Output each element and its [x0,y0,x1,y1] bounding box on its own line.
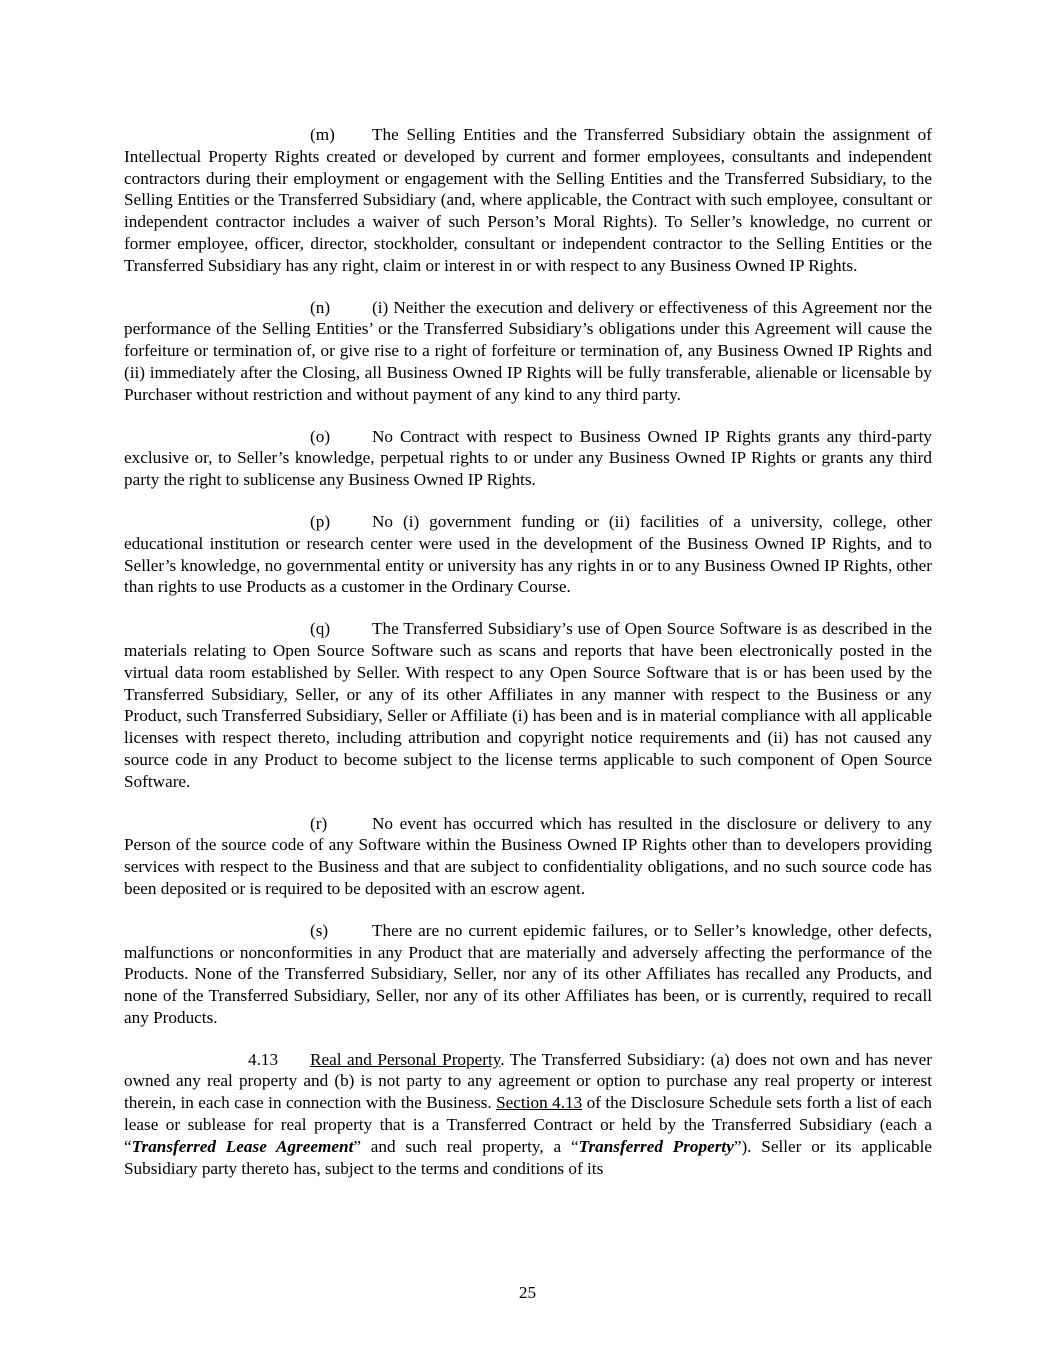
defined-term-transferred-lease-agreement: Transferred Lease Agreement [131,1136,354,1156]
paragraph-text: The Transferred Subsidiary’s use of Open Source Software is as described in the materials relating to Open Source Software such as scans and reports that have been electronically posted in the virtual data room established by Seller. With respect to any Open Source Software that is or has been used by the Transferred Subsidiary, Seller, or any of its other Affiliates in any manner with respect to the Business or any Product, such Transferred Subsidiary, Seller or Affiliate (i) has been and is in material compliance with all applicable licenses with respect thereto, including attribution and copyright notice requirements and (ii) has not caused any source code in any Product to become subject to the license terms applicable to such component of Open Source Software. [124,619,932,791]
paragraph-r [124,813,932,900]
section-heading: Real and Personal Property [310,1049,501,1069]
paragraph-text: The Selling Entities and the Transferred Subsidiary obtain the assignment of Intellectual Property Rights created or developed by current and former employees, consultants and independent contractors during their employment or engagement with the Selling Entities and the Transferred Subsidiary, to the Selling Entities or the Transferred Subsidiary (and, where applicable, the Contract with such employee, consultant or independent contractor includes a waiver of such Person’s Moral Rights). To Seller’s knowledge, no current or former employee, officer, director, stockholder, consultant or independent contractor to the Selling Entities or the Transferred Subsidiary has any right, claim or interest in or with respect to any Business Owned IP Rights. [124,125,932,275]
section-text: of the Disclosure Schedule sets forth a list of each lease or sublease for real property that is a Transferred Contract or held by the Transferred Subsidiary (each a “ [124,1093,932,1156]
paragraph-text: There are no current epidemic failures, or to Seller’s knowledge, other defects, malfunctions or nonconformities in any Product that are materially and adversely affecting the performance of the Products. None of the Transferred Subsidiary, Seller, nor any of its other Affiliates has recalled any Products, and none of the Transferred Subsidiary, Seller, nor any of its other Affiliates has been, or is currently, required to recall any Products. [124,920,932,1027]
defined-term-transferred-property: Transferred Property [578,1136,734,1156]
paragraph-p [124,511,932,598]
paragraph-o [124,426,932,491]
paragraph-text: No (i) government funding or (ii) facilities of a university, college, other educational institution or research center were used in the development of the Business Owned IP Rights, and to Seller’s knowledge, no governmental entity or university has any rights in or to any Business Owned IP Rights, other than rights to use Products as a customer in the Ordinary Course. [124,511,932,597]
paragraph-label: (s) [310,920,329,940]
paragraph-label: (m) [310,125,335,144]
paragraph-label: (n) [310,297,331,317]
section-text: . The Transferred Subsidiary: (a) does not own and has never owned any real property and (b) is not party to any agreement or option to purchase any real property or interest therein, in each case in connection with the Business. [124,1049,933,1113]
paragraph-label: (o) [310,426,331,446]
section-number: 4.13 [248,1049,279,1069]
section-4-13 [124,1049,932,1180]
section-text: ” and such real property, a “ [353,1136,579,1156]
paragraph-label: (q) [310,619,331,639]
paragraph-text: (i) Neither the execution and delivery or effectiveness of this Agreement nor the performance of the Selling Entities’ or the Transferred Subsidiary’s obligations under this Agreement will cause the forfeiture or termination of, or give rise to a right of forfeiture or termination of, any Business Owned IP Rights and (ii) immediately after the Closing, all Business Owned IP Rights will be fully transferable, alienable or licensable by Purchaser without restriction and without payment of any kind to any third party. [124,297,932,404]
paragraph-label: (r) [310,813,328,833]
paragraph-label: (p) [310,511,331,531]
page-number: 25 [518,1283,537,1302]
paragraph-q [124,618,932,792]
paragraph-text: No Contract with respect to Business Owned IP Rights grants any third-party exclusive or, to Seller’s knowledge, perpetual rights to or under any Business Owned IP Rights or grants any third party the right to sublicense any Business Owned IP Rights. [124,426,932,490]
paragraph-m [124,124,932,277]
section-text: ”). Seller or its applicable Subsidiary party thereto has, subject to the terms and conditions of its [124,1136,932,1178]
schedule-reference: Section 4.13 [496,1093,583,1113]
paragraph-n [124,297,932,406]
paragraph-s [124,920,932,1029]
paragraph-text: No event has occurred which has resulted in the disclosure or delivery to any Person of the source code of any Software within the Business Owned IP Rights other than to developers providing services with respect to the Business and that are subject to confidentiality obligations, and no such source code has been deposited or is required to be deposited with an escrow agent. [124,813,932,898]
document-page [124,124,932,1199]
